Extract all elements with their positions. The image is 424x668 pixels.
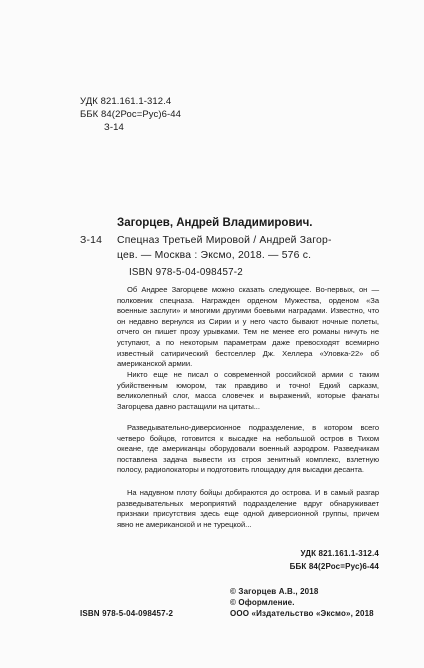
entry-code: З-14 xyxy=(80,235,103,246)
bottom-isbn: ISBN 978-5-04-098457-2 xyxy=(80,609,174,618)
annotation-text-2: Никто еще не писал о современной российской армии с таким убийственным юмором, так правдиво и точно! Едкий сарказм, великолепный слог, масса словечек и выражений, которые фанаты Загорцева давно растащили на цитаты... xyxy=(117,370,379,411)
bottom-udk-code: УДК 821.161.1-312.4 xyxy=(300,549,379,558)
annotation-paragraph-4 xyxy=(117,488,379,530)
annotation-paragraph-1 xyxy=(117,285,379,370)
udk-code: УДК 821.161.1-312.4 xyxy=(80,96,172,107)
entry-isbn: ISBN 978-5-04-098457-2 xyxy=(129,267,243,278)
entry-title-line2: цев. — Москва : Эксмо, 2018. — 576 с. xyxy=(117,250,312,261)
copyright-publisher: ООО «Издательство «Эксмо», 2018 xyxy=(230,609,374,618)
author-code: З-14 xyxy=(104,122,124,133)
annotation-text-4: На надувном плоту бойцы добираются до острова. И в самый разгар разведывательных мероприятий подразделение вдруг обнаруживает признаки присутствия здесь еще одной диверсионной группы, причем явно не американской и не турецкой... xyxy=(117,488,379,529)
bbk-code: ББК 84(2Рос=Рус)6-44 xyxy=(80,109,182,120)
annotation-paragraph-2 xyxy=(117,370,379,412)
author-name: Загорцев, Андрей Владимирович. xyxy=(117,217,313,229)
bottom-bbk-code: ББК 84(2Рос=Рус)6-44 xyxy=(289,562,379,571)
annotation-text-1: Об Андрее Загорцеве можно сказать следующее. Во-первых, он — полковник спецназа. Награжден орденом Мужества, орденом «За военные заслуги» и многими другими боевыми наградами. Известно, что он недавно вернулся из Сирии и у него часто бывают ночные полеты, отчего он пишет прозу урывками. Тем не менее его романы ничуть не уступают, а по некоторым параметрам даже превосходят всемирно известный сатирический бестселлер Дж. Хеллера «Уловка-22» об американской армии. xyxy=(117,285,379,369)
copyright-author: © Загорцев А.В., 2018 xyxy=(230,587,319,596)
entry-title-line1: Спецназ Третьей Мировой / Андрей Загор- xyxy=(117,235,332,246)
annotation-paragraph-3 xyxy=(117,423,379,476)
copyright-design: © Оформление. xyxy=(230,598,295,607)
annotation-text-3: Разведывательно-диверсионное подразделение, в котором всего четверо бойцов, готовится к высадке на небольшой остров в Тихом океане, где американцы оборудовали военный аэродром. Разведчикам поставлена задача вывести из строя зенитный комплекс, взлетную полосу, радиолокаторы и подготовить площадку для высадки десанта. xyxy=(117,423,379,475)
